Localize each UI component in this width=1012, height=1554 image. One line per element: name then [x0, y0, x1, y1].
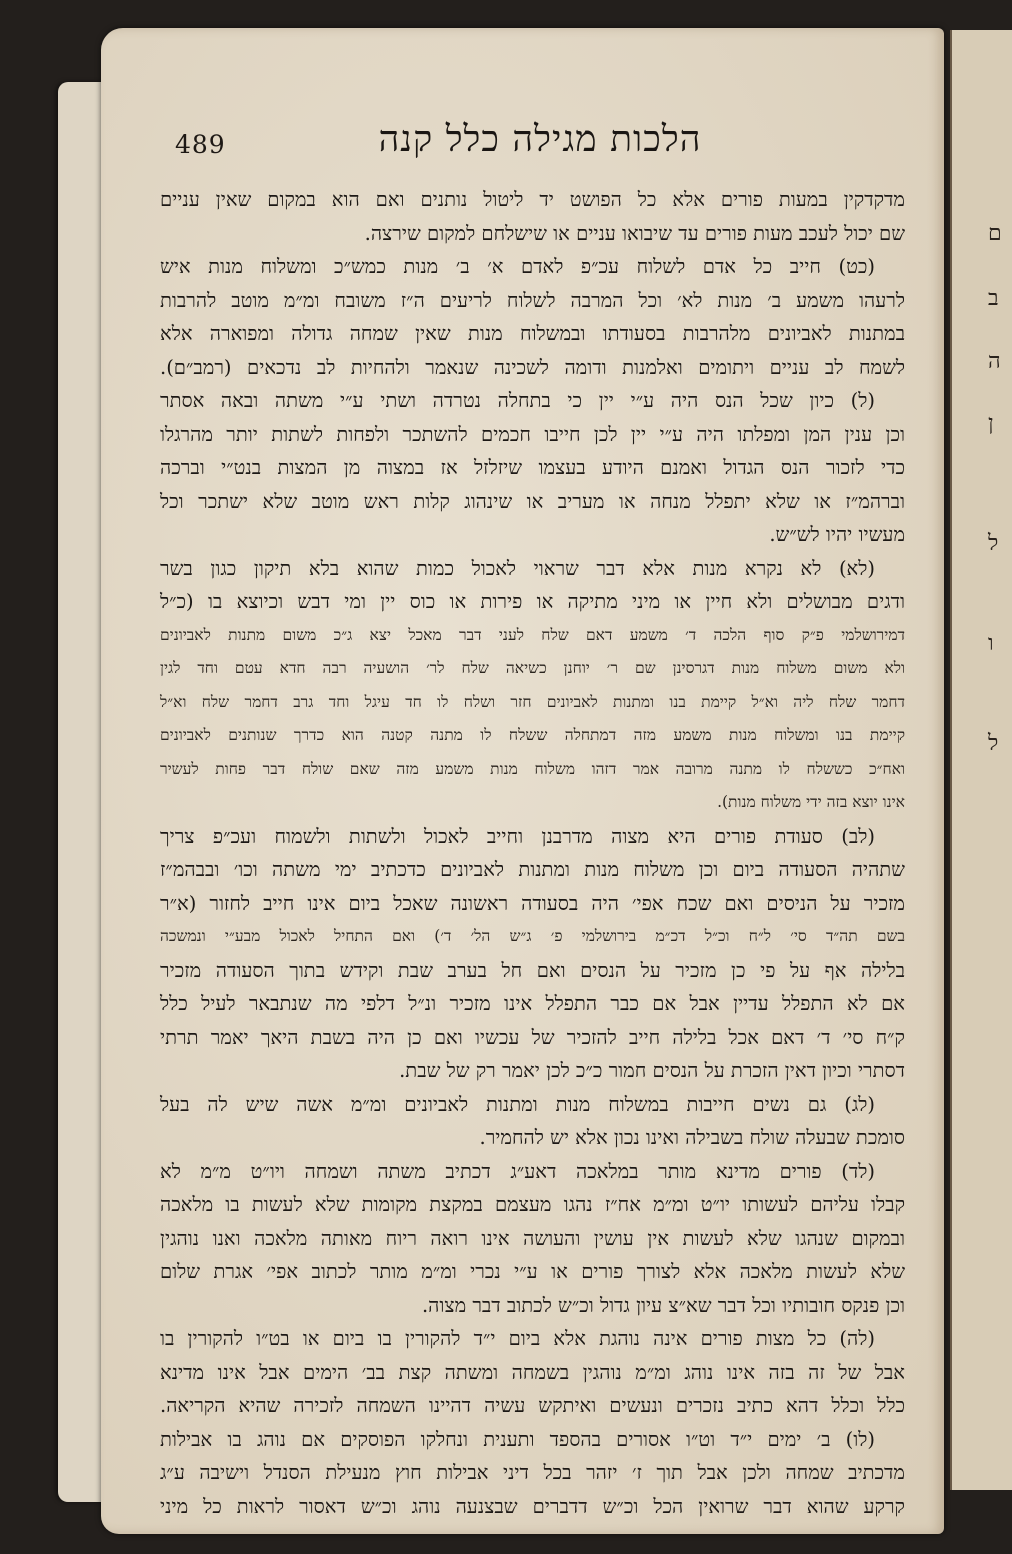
page-title: הלכות מגילה כלל קנה — [378, 119, 702, 160]
text-line: (לה) כל מצות פורים אינה נוהגת אלא ביום י״ד להקורין בו ביום או בט״ו להקורין בו — [160, 1327, 875, 1350]
text-line: שתהיה הסעודה ביום וכן משלוח מנות ומתנות לאביונים כדכתיב ימי משתה וכו׳ ובבהמ״ז — [160, 858, 905, 881]
facing-page-glyph: ל — [988, 531, 999, 556]
text-line: ק״ח סי׳ ד׳ דאם אכל בלילה חייב להזכיר של עכשיו ואם כן היה בשבת היאך יאמר תרתי — [160, 1025, 905, 1049]
text-line: דסתרי וכיון דאין הזכרת על הנסים חמור כ״כ לכן יאמר רק של שבת. — [399, 1059, 905, 1082]
facing-page-edge — [950, 30, 1012, 1490]
text-line: סומכת שבעלה שולח בשבילה ואינו נכון אלא יש להחמיר. — [479, 1126, 905, 1149]
footnote-line: קיימת בנו ומשלוח מנות משמע מזה דמתחלה ששלח לו מתנה קטנה הוא כדרך שנותנים לאביונים — [160, 726, 905, 744]
text-line: (לא) לא נקרא מנות אלא דבר שראוי לאכול כמות שהוא בלא תיקון כגון בשר — [160, 556, 875, 580]
footnote-line: בשם תה״ד סי׳ ל״ח וכ״ל דכ״מ בירושלמי פ׳ ג״ש הל׳ ד׳) ואם התחיל לאכול מבע״י ונמשכה — [160, 927, 905, 945]
text-line: בלילה אף על פי כן מזכיר על הנסים ואם חל בערב שבת וקידש בתוך הסעודה מזכיר — [160, 958, 905, 982]
text-line: שלא לעשות מלאכה אלא לצורך פורים או ע״י נכרי ומ״מ מותר לכתוב אפי׳ אגרת שלום — [160, 1260, 905, 1283]
text-line: אם לא התפלל עדיין אבל אם כבר התפלל אינו מזכיר ונ״ל דלפי מה שנתבאר לעיל כלל — [160, 992, 905, 1015]
text-line: לשמח לב עניים ויתומים ואלמנות ודומה לשכינה שנאמר ולהחיות לב נדכאים (רמב״ם). — [160, 355, 905, 379]
text-line: מזכיר על הניסים ואם שכח אפי׳ היה בסעודה ראשונה שאכל ביום אינו חייב לחזור (א״ר — [160, 891, 905, 915]
footnote-line: דחמר שלח ליה וא״ל קיימת בנו ומתנות לאביונים חזר ושלח לו חד עיגל וחד גרב דחמר שלח וא״ל — [160, 692, 905, 711]
text-line: (לד) פורים מדינא מותר במלאכה דאע״ג דכתיב משתה ושמחה ויו״ט מ״מ לא — [160, 1159, 875, 1183]
body-text — [160, 183, 905, 1523]
facing-page-glyph: ל — [988, 731, 999, 756]
text-line: קבלו עליהם לעשותו יו״ט ומ״מ אח״ז נהגו מעצמם במקצת מקומות שלא לעשות בו מלאכה — [160, 1193, 905, 1216]
text-line: אבל של זה בזה אינו נוהג ומ״מ נוהגין בשמחה ומשתה קצת בב׳ הימים אבל אינו מדינא — [160, 1360, 905, 1384]
text-line: (כט) חייב כל אדם לשלוח עכ״פ לאדם א׳ ב׳ מנות כמש״כ ומשלוח מנות איש — [160, 255, 875, 278]
facing-page-glyph: ב — [988, 286, 999, 311]
text-line: במתנות לאביונים מלהרבות בסעודתו ובמשלוח מנות שאין שמחה גדולה ומפוארה אלא — [160, 322, 905, 345]
text-line: וברהמ״ז או שלא יתפלל מנחה או מעריב או שינהוג קלות ראש מוטב שלא ישתכר וכל — [160, 489, 905, 513]
text-line: שם יכול לעכב מעות פורים עד שיבואו עניים או שישלחם למקום שירצה. — [364, 221, 905, 245]
footnote-line: דמירושלמי פ״ק סוף הלכה ד׳ משמע דאם שלח לעני דבר מאכל יצא ג״כ משום מתנות לאביונים — [160, 625, 905, 644]
facing-page-glyph: ו — [988, 631, 994, 656]
text-line: מדכתיב שמחה ולכן אבל תוך ז׳ יזהר בכל דיני אבילות חוץ מנעילת הסנדל וישיבה ע״ג — [160, 1461, 905, 1484]
text-line: מעשיו יהיו לש״ש. — [769, 523, 905, 546]
facing-page-glyph: ם — [988, 221, 1002, 246]
text-line: מדקדקין במעות פורים אלא כל הפושט יד ליטול נותנים ואם הוא במקום שאין עניים — [160, 188, 905, 211]
text-line: כלל וכלל דהא כתיב נזכרים ונעשים ואיתקש עשיה דהיינו השמחה לזכירה שהיא הקריאה. — [160, 1394, 905, 1417]
footnote-line: אינו יוצא בזה ידי משלוח מנות). — [717, 793, 905, 811]
text-line: וכן ענין המן ומפלתו היה ע״י יין לכן חייבו חכמים להשתכר ולפחות לשתות יותר מהרגלו — [160, 422, 905, 446]
text-line: (לג) גם נשים חייבות במשלוח מנות ומתנות לאביונים ומ״מ אשה שיש לה בעל — [160, 1092, 875, 1116]
text-line: (ל) כיון שכל הנס היה ע״י יין כי בתחלה נטרדה ושתי ע״י משתה ובאה אסתר — [160, 389, 875, 412]
facing-page-glyph: ן — [988, 411, 994, 436]
text-line: וכן פנקס חובותיו וכל דבר שא״צ עיון גדול וכ״ש לכתוב דבר מצוה. — [421, 1293, 905, 1317]
text-line: כדי לזכור הנס הגדול ואמנם היודע בעצמו שיזלזל אז במצוה מן המצות בנט״י וברכה — [160, 456, 905, 479]
page-number: 489 — [175, 130, 226, 159]
text-line: (לב) סעודת פורים היא מצוה מדרבנן וחייב לאכול ולשתות ולשמוח ועכ״פ צריך — [160, 824, 875, 848]
text-line: ודגים מבושלים ולא חיין או מיני מתיקה או פירות או כוס יין ומי דבש וכיוצא בו (כ״ל — [160, 590, 905, 613]
text-line: (לו) ב׳ ימים י״ד וט״ו אסורים בהספד ותענית ונחלקו הפוסקים אם נוהג בו אבילות — [160, 1427, 875, 1451]
text-line: ובמקום שנהגו שלא לעשות אין עושין והעושה אינו רואה ריוח מאותה מלאכה ואנו נוהגין — [160, 1226, 905, 1250]
text-line: קרקע שהוא דבר שרואין הכל וכ״ש דדברים שבצנעה נוהג וכ״ש דאסור לראות כל מיני — [160, 1494, 905, 1518]
facing-page-glyph: ה — [988, 349, 1001, 374]
footnote-line: ואח״כ כששלח לו מתנה מרובה אמר דזהו משלוח מנות משמע מזה שאם שולח דבר פחות לעשיר — [160, 759, 905, 778]
text-line: לרעהו משמע ב׳ מנות לא׳ וכל המרבה לשלוח לריעים ה״ז משובח ומ״מ מוטב להרבות — [160, 288, 905, 312]
footnote-line: ולא משום משלוח מנות דגרסינן שם ר׳ יוחנן כשיאה שלח לר׳ הושעיה רבה חדא עטם וחד לגין — [160, 659, 905, 677]
